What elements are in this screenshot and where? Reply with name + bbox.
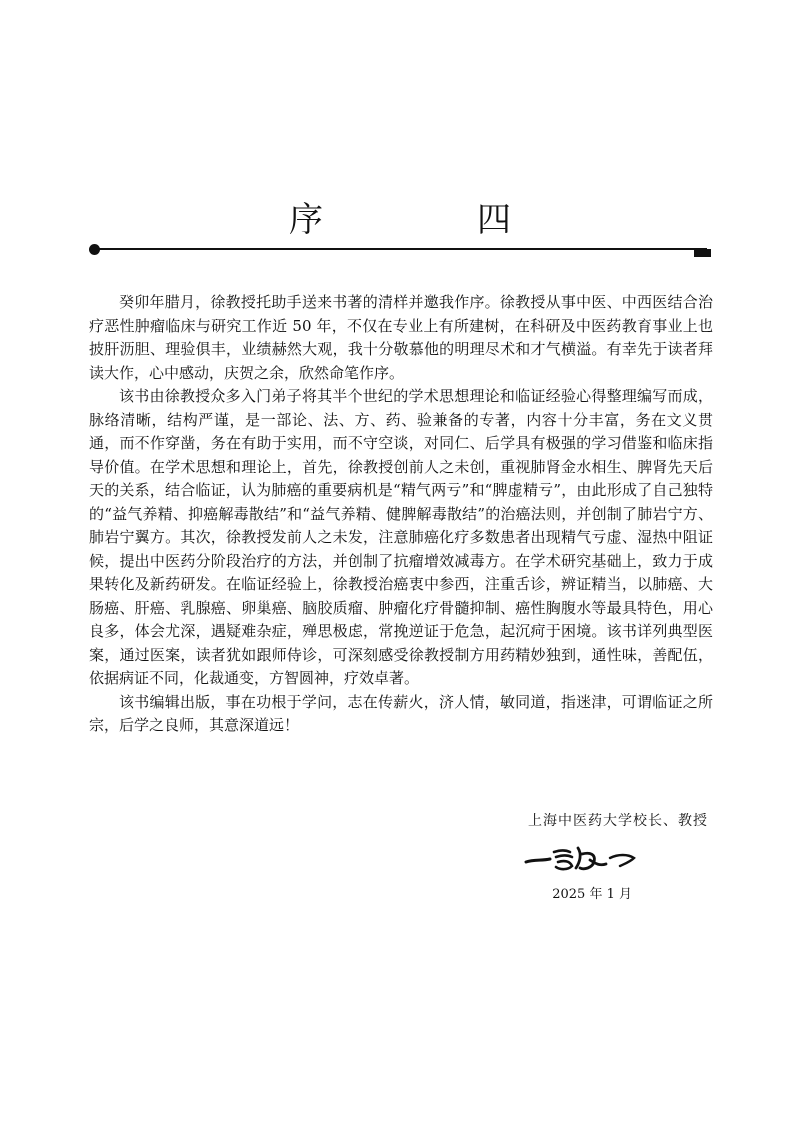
- paragraph-2: 该书由徐教授众多入门弟子将其半个世纪的学术思想理论和临证经验心得整理编写而成，脉络清晰，结构严谨，是一部论、法、方、药、验兼备的专著，内容十分丰富，务在文义贯通，而不作穿凿，务在有助于实用，而不守空谈，对同仁、后学具有极强的学习借鉴和临床指导价值。在学术思想和理论上，首先，徐教授创前人之未创，重视肺肾金水相生、脾肾先天后天的关系，结合临证，认为肺癌的重要病机是“精气两亏”和“脾虚精亏”，由此形成了自己独特的“益气养精、抑癌解毒散结”和“益气养精、健脾解毒散结”的治癌法则，并创制了肺岩宁方、肺岩宁翼方。其次，徐教授发前人之未发，注意肺癌化疗多数患者出现精气亏虚、湿热中阻证候，提出中医药分阶段治疗的方法，并创制了抗瘤增效减毒方。在学术研究基础上，致力于成果转化及新药研发。在临证经验上，徐教授治癌衷中参西，注重舌诊，辨证精当，以肺癌、大肠癌、肝癌、乳腺癌、卵巢癌、脑胶质瘤、肿瘤化疗骨髓抑制、癌性胸腹水等最具特色，用心良多，体会尤深，遇疑难杂症，殚思极虑，常挽逆证于危急，起沉疴于困境。该书详列典型医案，通过医案，读者犹如跟师侍诊，可深刻感受徐教授制方用药精妙独到，通性味，善配伍，依据病证不同，化裁通变，方智圆神，疗效卓著。: [89, 387, 713, 687]
- paragraph-3: 该书编辑出版，事在功根于学问，志在传薪火，济人情，敏同道，指迷津，可谓临证之所宗，后学之良师，其意深道远！: [89, 692, 713, 734]
- date: 2025 年 1 月: [552, 887, 632, 902]
- rule-block: [694, 249, 711, 257]
- signer-title: 上海中医药大学校长、教授: [528, 813, 708, 829]
- rule-dot: [89, 244, 100, 255]
- preface-body: [89, 291, 713, 738]
- paragraph-1: 癸卯年腊月，徐教授托助手送来书著的清样并邀我作序。徐教授从事中医、中西医结合治疗恶性肿瘤临床与研究工作近 50 年，不仅在专业上有所建树，在科研及中医药教育事业上也披肝沥胆、理验俱丰，业绩赫然大观，我十分敬慕他的明理尽术和才气横溢。有幸先于读者拜读大作，心中感动，庆贺之余，欣然命笔作序。: [89, 293, 713, 382]
- rule-line: [95, 248, 707, 250]
- page-title: 序 四: [289, 200, 571, 240]
- signature-icon: [520, 840, 650, 876]
